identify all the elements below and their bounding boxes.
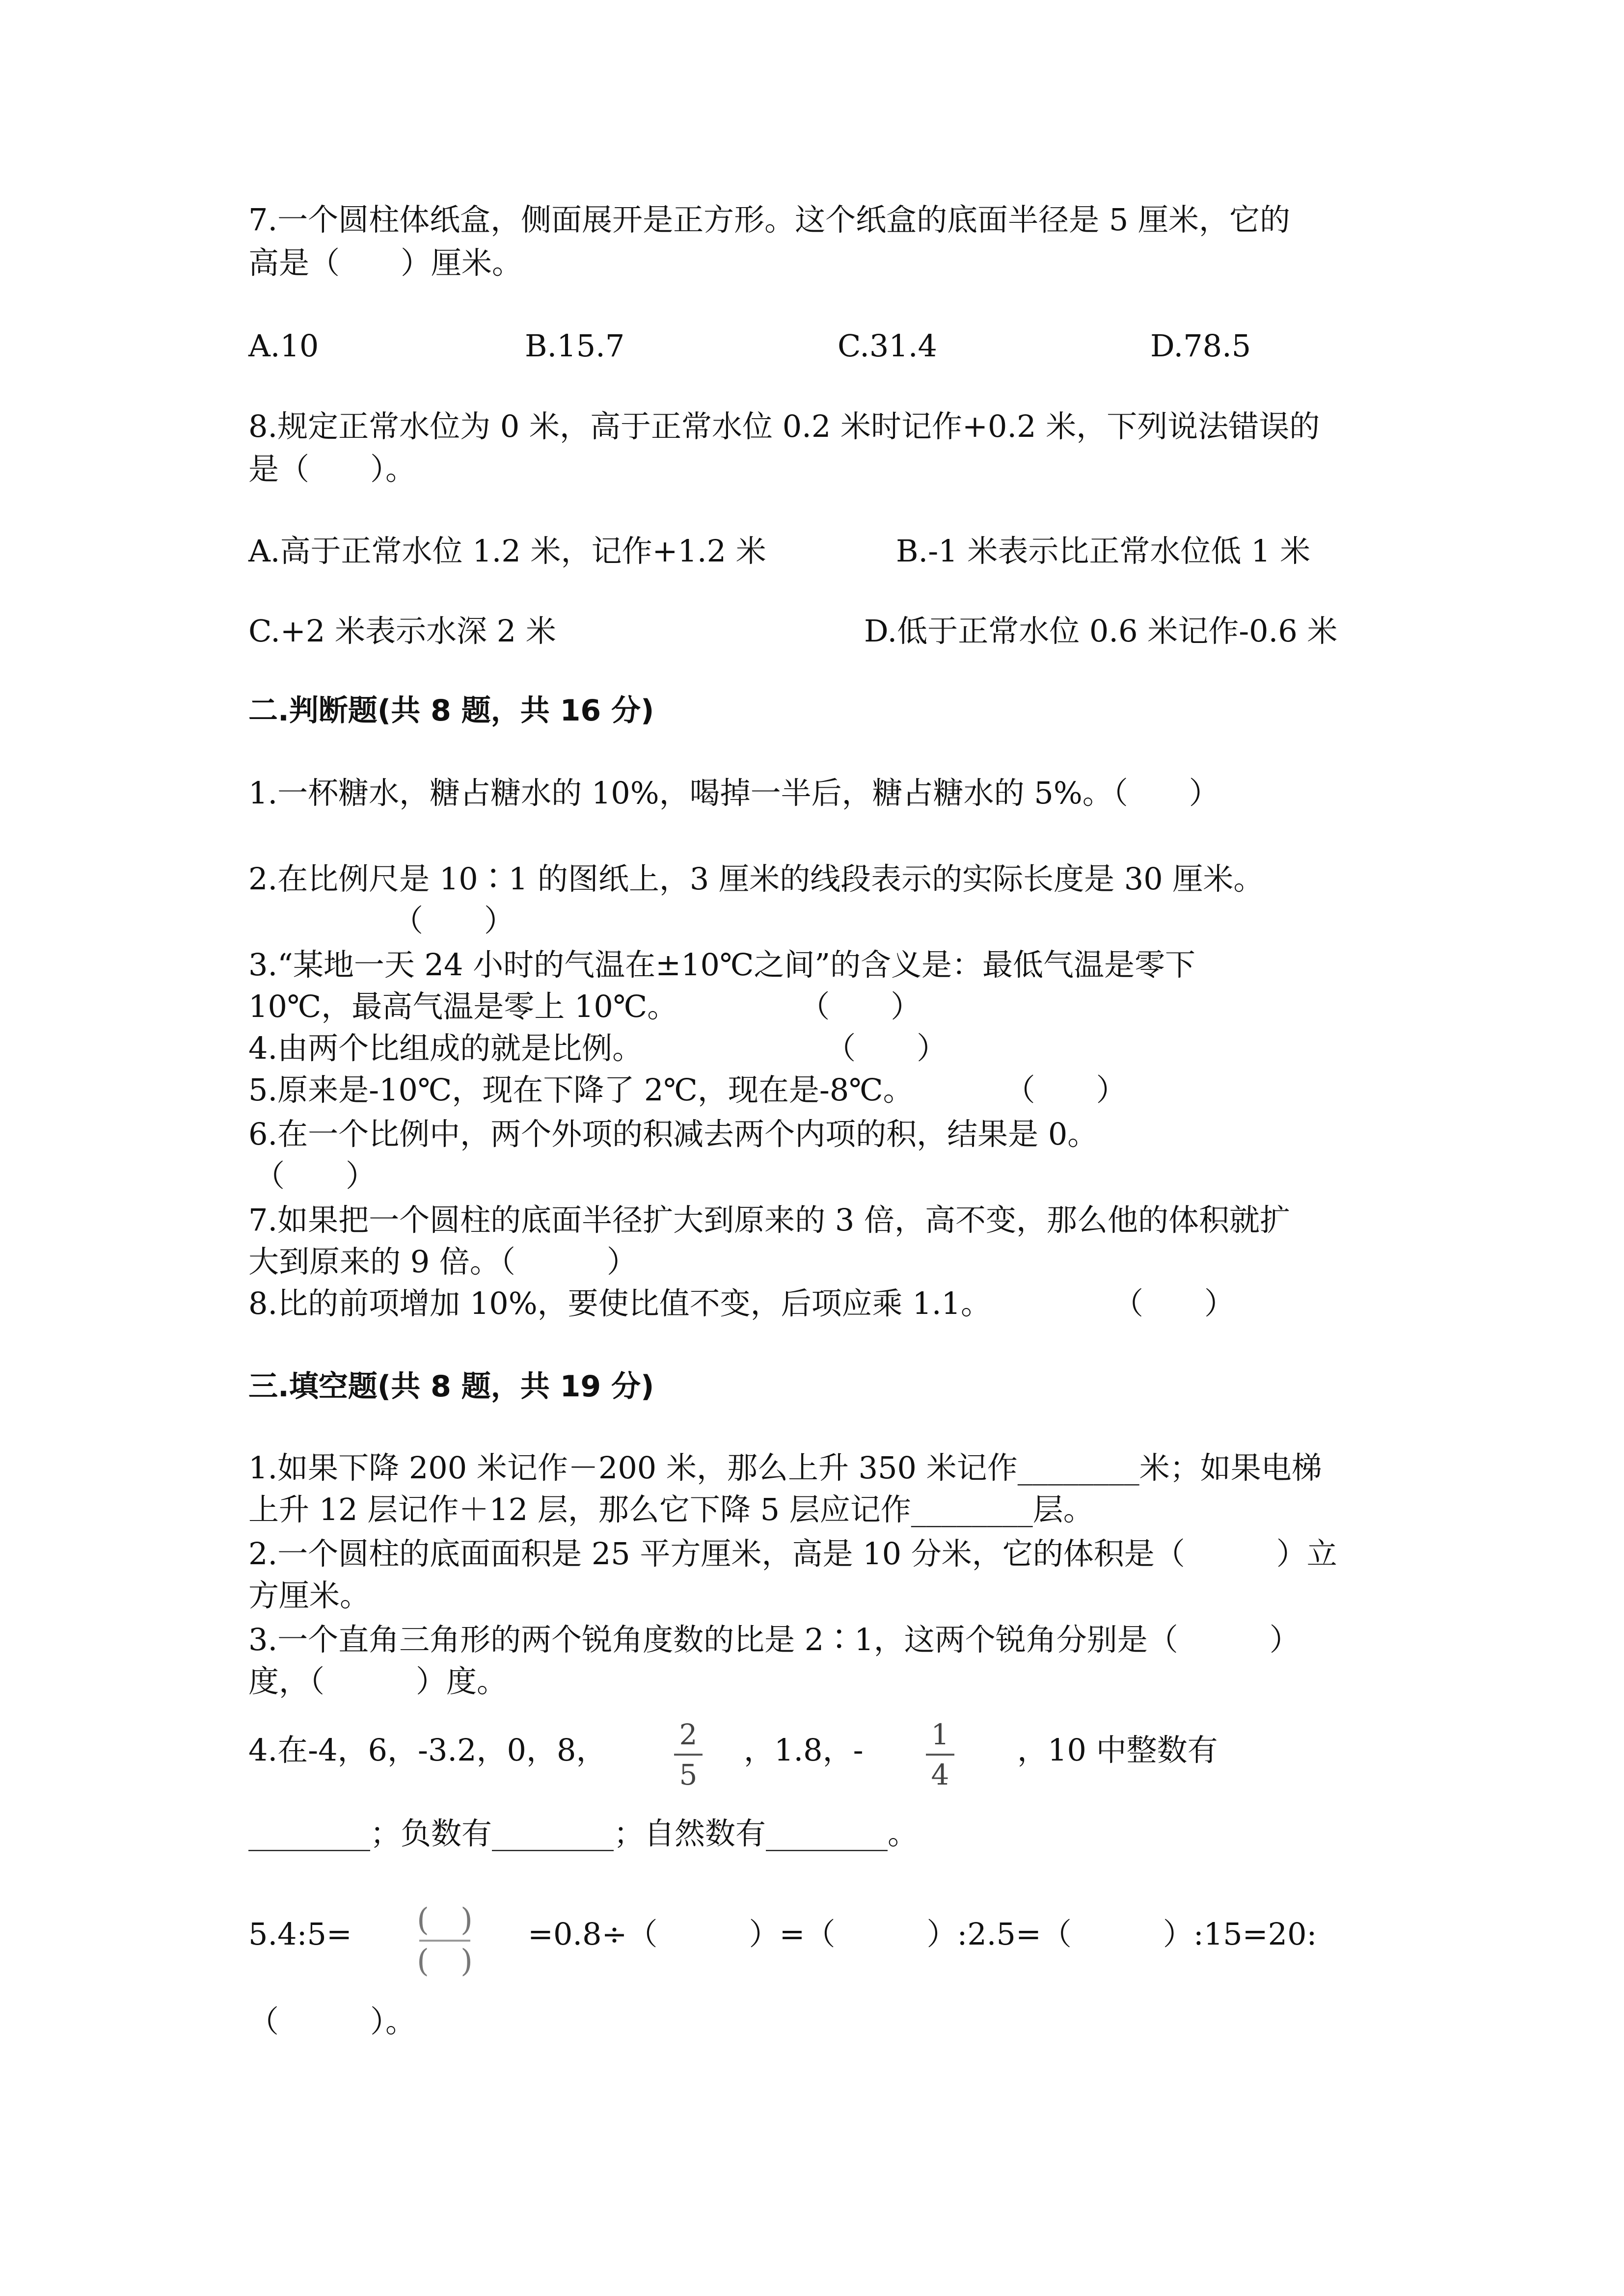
judge-line-6: 4.由两个比组成的就是比例。 （ ） — [248, 1030, 947, 1066]
fraction-one-fourth — [923, 1720, 957, 1789]
judge-line-7: 5.原来是-10℃，现在下降了 2℃，现在是-8℃。 （ ） — [248, 1072, 1127, 1108]
fraction-numerator: 2 — [679, 1718, 698, 1751]
question-7-option-a[interactable]: A.10 — [248, 328, 319, 364]
fraction-denominator[interactable]: ( ) — [417, 1943, 473, 1979]
fill-line-3: 2.一个圆柱的底面面积是 25 平方厘米，高是 10 分米，它的体积是（ ）立 — [248, 1536, 1337, 1572]
judge-line-3: （ ） — [393, 903, 515, 938]
fraction-numerator: 1 — [931, 1718, 949, 1751]
fill-line-4: 方厘米。 — [248, 1577, 371, 1613]
judge-line-11: 大到原来的 9 倍。（ ） — [248, 1244, 637, 1280]
judge-line-10: 7.如果把一个圆柱的底面半径扩大到原来的 3 倍，高不变，那么他的体积就扩 — [248, 1202, 1291, 1238]
fraction-blank — [410, 1904, 479, 1977]
fraction-denominator: 4 — [931, 1758, 949, 1791]
fill-q4-part-3: ，10 中整数有 — [1017, 1732, 1218, 1768]
question-8-option-a[interactable]: A.高于正常水位 1.2 米，记作+1.2 米 — [248, 533, 766, 569]
judge-line-9: （ ） — [254, 1158, 377, 1194]
section-3-heading: 三.填空题(共 8 题，共 19 分) — [248, 1369, 654, 1404]
fraction-two-fifths — [671, 1720, 705, 1789]
fill-line-6: 度，（ ）度。 — [248, 1663, 508, 1699]
question-7-line-1: 7.一个圆柱体纸盒，侧面展开是正方形。这个纸盒的底面半径是 5 厘米，它的 — [248, 202, 1291, 238]
question-7-option-b[interactable]: B.15.7 — [525, 328, 625, 364]
fill-q4-part-2: ，1.8，- — [744, 1732, 864, 1768]
fill-line-2: 上升 12 层记作＋12 层，那么它下降 5 层应记作________层。 — [248, 1492, 1094, 1527]
judge-line-8: 6.在一个比例中，两个外项的积减去两个内项的积，结果是 0。 — [248, 1116, 1098, 1152]
fraction-bar — [419, 1940, 470, 1942]
judge-line-12: 8.比的前项增加 10%，要使比值不变，后项应乘 1.1。 （ ） — [248, 1285, 1235, 1321]
fill-q5-part-1: 5.4:5= — [248, 1916, 352, 1952]
question-7-line-2: 高是（ ）厘米。 — [248, 245, 523, 281]
fill-line-5: 3.一个直角三角形的两个锐角度数的比是 2∶1，这两个锐角分别是（ ） — [248, 1622, 1300, 1657]
fraction-numerator[interactable]: ( ) — [417, 1902, 473, 1938]
fraction-denominator: 5 — [679, 1758, 698, 1791]
judge-line-5: 10℃，最高气温是零上 10℃。 （ ） — [248, 988, 921, 1024]
fill-q5-part-2: =0.8÷（ ）=（ ）:2.5=（ ）:15=20: — [528, 1916, 1317, 1952]
question-8-option-b[interactable]: B.-1 米表示比正常水位低 1 米 — [896, 533, 1311, 569]
question-7-option-d[interactable]: D.78.5 — [1150, 328, 1251, 364]
fraction-bar — [674, 1754, 703, 1756]
fraction-bar — [926, 1754, 954, 1756]
judge-line-2: 2.在比例尺是 10∶1 的图纸上，3 厘米的线段表示的实际长度是 30 厘米。 — [248, 861, 1264, 897]
question-8-option-c[interactable]: C.+2 米表示水深 2 米 — [248, 613, 556, 649]
question-7-option-c[interactable]: C.31.4 — [838, 328, 937, 364]
question-8-line-1: 8.规定正常水位为 0 米，高于正常水位 0.2 米时记作+0.2 米，下列说法错误的 — [248, 408, 1320, 444]
section-2-heading: 二.判断题(共 8 题，共 16 分) — [248, 694, 654, 728]
question-8-option-d[interactable]: D.低于正常水位 0.6 米记作-0.6 米 — [864, 613, 1338, 649]
fill-q4-line-2: ________；负数有________；自然数有________。 — [248, 1815, 919, 1851]
fill-line-1: 1.如果下降 200 米记作－200 米，那么上升 350 米记作________米；如果电梯 — [248, 1450, 1322, 1486]
judge-line-4: 3.“某地一天 24 小时的气温在±10℃之间”的含义是：最低气温是零下 — [248, 947, 1196, 983]
question-8-line-2: 是（ ）。 — [248, 451, 416, 487]
fill-q4-part-1: 4.在-4，6，-3.2，0，8， — [248, 1732, 607, 1768]
judge-line-1: 1.一杯糖水，糖占糖水的 10%，喝掉一半后，糖占糖水的 5%。（ ） — [248, 775, 1219, 811]
fill-q5-line-2: （ ）。 — [248, 2003, 416, 2039]
